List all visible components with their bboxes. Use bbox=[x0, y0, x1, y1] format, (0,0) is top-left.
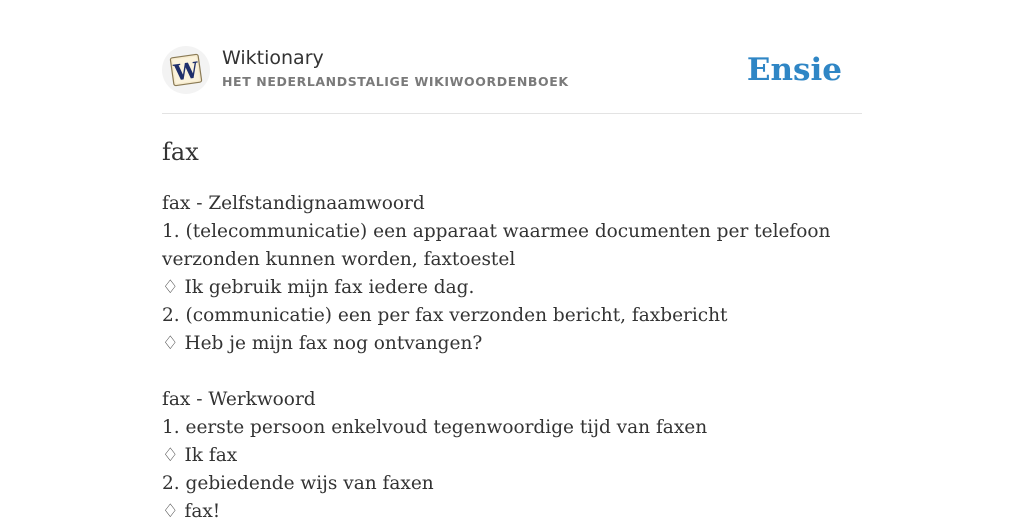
entry-line: fax - Werkwoord bbox=[162, 389, 316, 410]
entry-line: 2. gebiedende wijs van faxen bbox=[162, 473, 434, 494]
svg-text:W: W bbox=[172, 57, 201, 87]
entry-line: 2. (communicatie) een per fax verzonden bericht, faxbericht bbox=[162, 305, 728, 326]
entry-line: ♢ Ik gebruik mijn fax iedere dag. bbox=[162, 277, 475, 298]
entry-line: fax - Zelfstandignaamwoord bbox=[162, 193, 425, 214]
entry-line: 1. eerste persoon enkelvoud tegenwoordige tijd van faxen bbox=[162, 417, 708, 438]
entry-line: ♢ Heb je mijn fax nog ontvangen? bbox=[162, 333, 483, 354]
header-divider bbox=[162, 113, 862, 114]
entry-content bbox=[162, 190, 862, 526]
entry-line: 1. (telecommunicatie) een apparaat waarmee documenten per telefoon bbox=[162, 221, 831, 242]
entry-line: ♢ Ik fax bbox=[162, 445, 238, 466]
site-header bbox=[162, 46, 862, 94]
entry-line: ♢ fax! bbox=[162, 501, 221, 522]
entry-title: fax bbox=[162, 138, 199, 166]
ensie-logo[interactable]: Ensie bbox=[746, 52, 842, 88]
entry-line bbox=[162, 358, 862, 386]
site-name[interactable]: Wiktionary bbox=[222, 47, 324, 69]
wiktionary-logo-icon[interactable] bbox=[162, 46, 210, 94]
site-subtitle: HET NEDERLANDSTALIGE WIKIWOORDENBOEK bbox=[222, 74, 569, 89]
entry-line: verzonden kunnen worden, faxtoestel bbox=[162, 249, 516, 270]
